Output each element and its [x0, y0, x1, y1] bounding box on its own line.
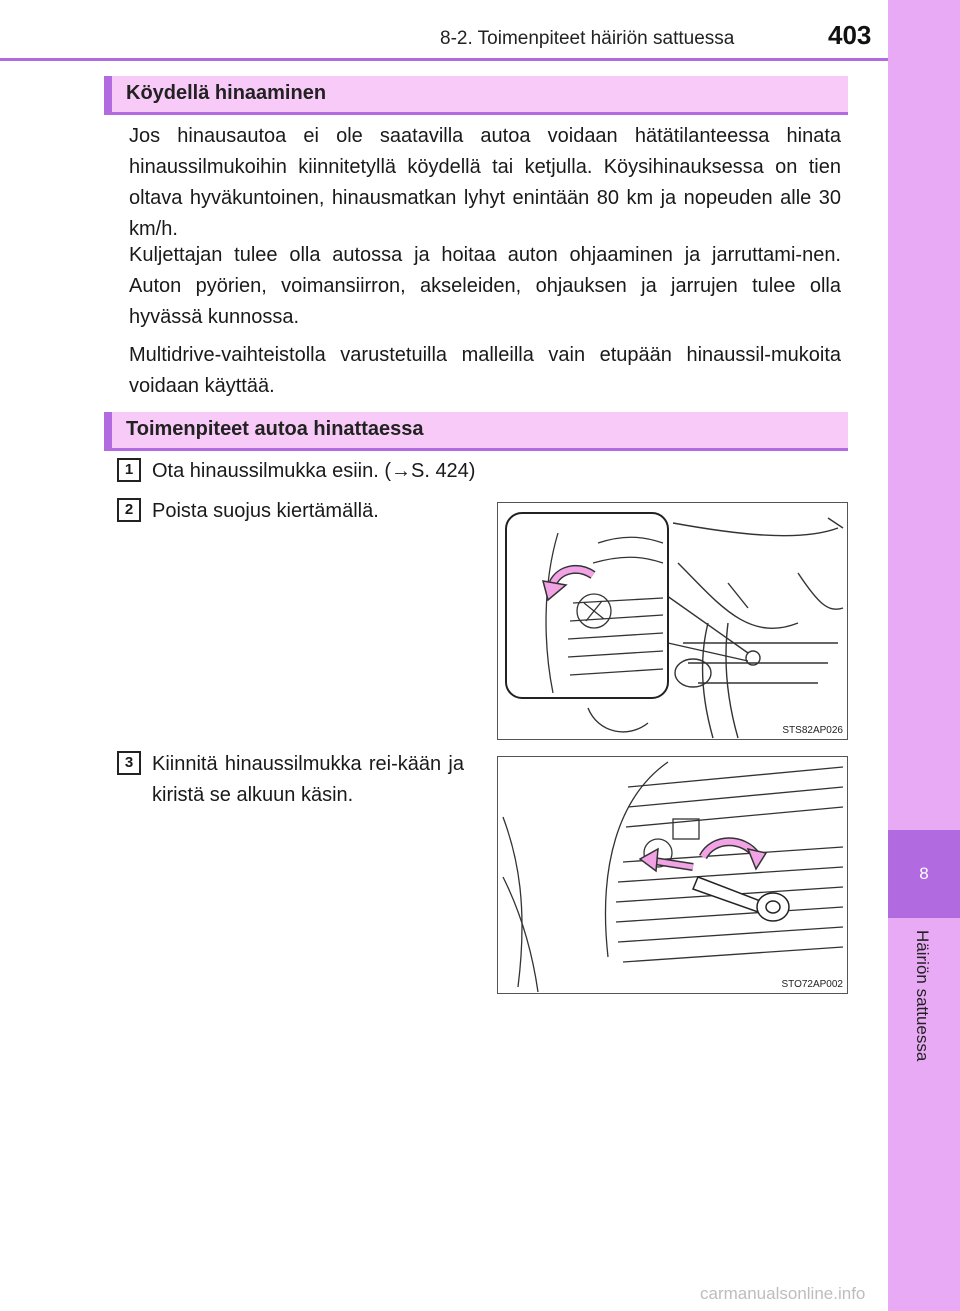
chapter-number-box [888, 830, 960, 918]
section-heading-accent [104, 412, 112, 448]
step-1-badge: 1 [117, 458, 141, 482]
step-3-badge: 3 [117, 751, 141, 775]
chapter-side-tab [888, 0, 960, 1311]
watermark: carmanualsonline.info [700, 1284, 866, 1303]
step-1-text: Ota hinaussilmukka esiin. (→S. 424) [152, 460, 476, 482]
figure-remove-cover-illustration [498, 503, 848, 740]
figure-code: STS82AP026 [782, 725, 843, 736]
header-rule [0, 58, 888, 61]
figure-attach-eyelet-illustration [498, 757, 848, 994]
section-heading-rope-towing [104, 76, 848, 115]
step-3-text: Kiinnitä hinaussilmukka rei-kään ja kiristä se alkuun käsin. [152, 753, 464, 806]
step-2-text: Poista suojus kiertämällä. [152, 500, 379, 522]
chapter-label: Häiriön sattuessa [913, 930, 932, 1062]
paragraph-multidrive: Multidrive-vaihteistolla varustetuilla malleilla vain etupään hinaussil-mukoita voidaan käyttää. [129, 344, 841, 397]
section-heading-text: Toimenpiteet autoa hinattaessa [126, 418, 424, 440]
figure-code: STO72AP002 [781, 979, 843, 990]
paragraph-driver: Kuljettajan tulee olla autossa ja hoitaa auton ohjaaminen ja jarruttami-nen. Auton pyörien, voimansiirron, akseleiden, ohjauksen ja jarrujen tulee olla hyvässä kunnossa. [129, 244, 841, 328]
step-2-badge: 2 [117, 498, 141, 522]
chapter-number: 8 [919, 864, 929, 883]
figure-remove-cover [497, 502, 848, 740]
page-number: 403 [828, 20, 872, 50]
paragraph-intro: Jos hinausautoa ei ole saatavilla autoa voidaan hätätilanteessa hinata hinaussilmukoihin kiinnitetyllä köydellä tai ketjulla. Köysihinauksessa on tien oltava hyväkuntoinen, hinausmatkan lyhyt enintään 80 km ja nopeuden alle 30 km/h. [129, 125, 841, 240]
section-heading-accent [104, 76, 112, 112]
figure-attach-eyelet [497, 756, 848, 994]
section-heading-text: Köydellä hinaaminen [126, 82, 327, 104]
running-header-title: 8-2. Toimenpiteet häiriön sattuessa [440, 28, 735, 49]
section-heading-procedures [104, 412, 848, 451]
